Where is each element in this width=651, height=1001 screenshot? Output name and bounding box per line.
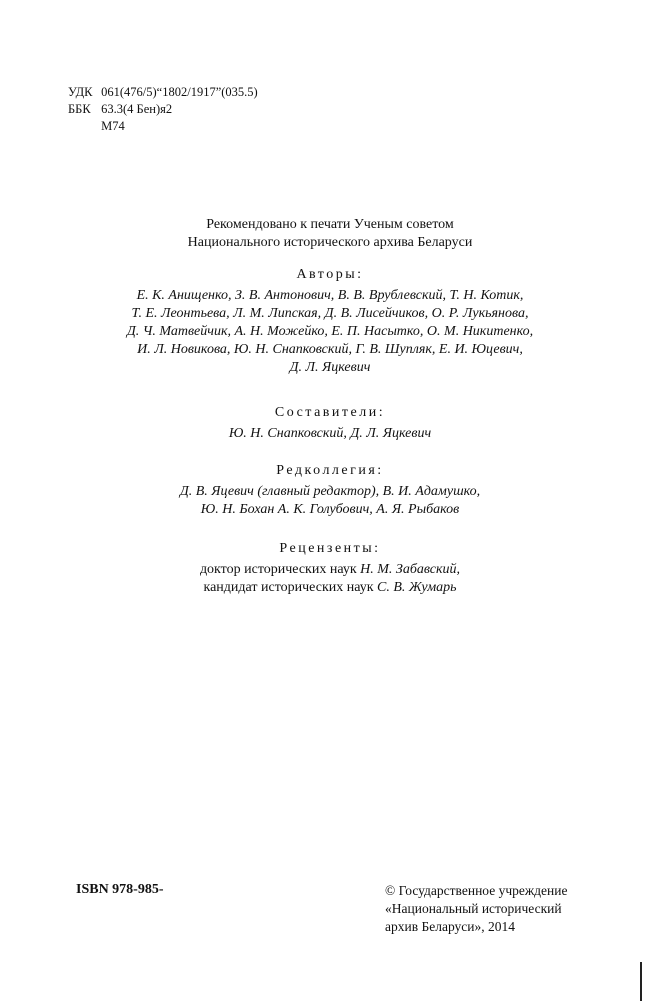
author-mark-row [68, 118, 258, 135]
reviewer-2-name: С. В. Жумарь [377, 580, 457, 595]
bbk-row [68, 101, 258, 118]
author-line: Т. Е. Леонтьева, Л. М. Липская, Д. В. Лисейчиков, О. Р. Лукьянова, [131, 306, 529, 321]
compilers-heading: Составители: [274, 405, 386, 420]
reviewer-2-degree: кандидат исторических наук [203, 580, 378, 595]
recommendation-line-1: Рекомендовано к печати Ученым советом [206, 217, 454, 232]
reviewers-section [60, 540, 600, 597]
author-line: Е. К. Анищенко, З. В. Антонович, В. В. Врублевский, Т. Н. Котик, [136, 288, 524, 303]
compilers-line: Ю. Н. Снапковский, Д. Л. Яцкевич [228, 426, 432, 441]
editorial-board-heading: Редколлегия: [276, 463, 384, 478]
isbn: ISBN 978-985- [76, 882, 164, 897]
compilers-section [60, 404, 600, 443]
page-edge-mark [640, 962, 642, 1001]
editorial-board-section [60, 462, 600, 519]
copyright-notice [385, 882, 567, 936]
bbk-value: 63.3(4 Бен)я2 [101, 102, 173, 116]
reviewer-line-1 [60, 561, 600, 579]
author-line: Д. Л. Яцкевич [289, 360, 371, 375]
editorial-board-line: Ю. Н. Бохан А. К. Голубович, А. Я. Рыбаков [200, 502, 460, 517]
author-mark: М74 [101, 119, 125, 133]
reviewer-1-degree: доктор исторических наук [199, 562, 361, 577]
reviewer-line-2 [60, 579, 600, 597]
copyright-line-1: © Государственное учреждение [385, 883, 568, 898]
reviewers-heading: Рецензенты: [279, 541, 381, 556]
author-line: Д. Ч. Матвейчик, А. Н. Можейко, Е. П. Насытко, О. М. Никитенко, [126, 324, 534, 339]
copyright-line-2: «Национальный исторический [385, 901, 562, 916]
authors-section [60, 266, 600, 377]
authors-heading: Авторы: [296, 267, 364, 282]
recommendation [60, 216, 600, 252]
reviewer-1-name: Н. М. Забавский, [360, 562, 461, 577]
recommendation-line-2: Национального исторического архива Беларуси [187, 235, 473, 250]
copyright-line-3: архив Беларуси», 2014 [385, 919, 515, 934]
udk-row [68, 84, 258, 101]
author-line: И. Л. Новикова, Ю. Н. Снапковский, Г. В. Шупляк, Е. И. Юцевич, [137, 342, 523, 357]
editorial-board-line: Д. В. Яцевич (главный редактор), В. И. Адамушко, [179, 484, 481, 499]
classification-block [68, 84, 258, 135]
udk-label: УДК [68, 85, 93, 99]
udk-value: 061(476/5)“1802/1917”(035.5) [101, 85, 258, 99]
bbk-label: ББК [68, 102, 91, 116]
